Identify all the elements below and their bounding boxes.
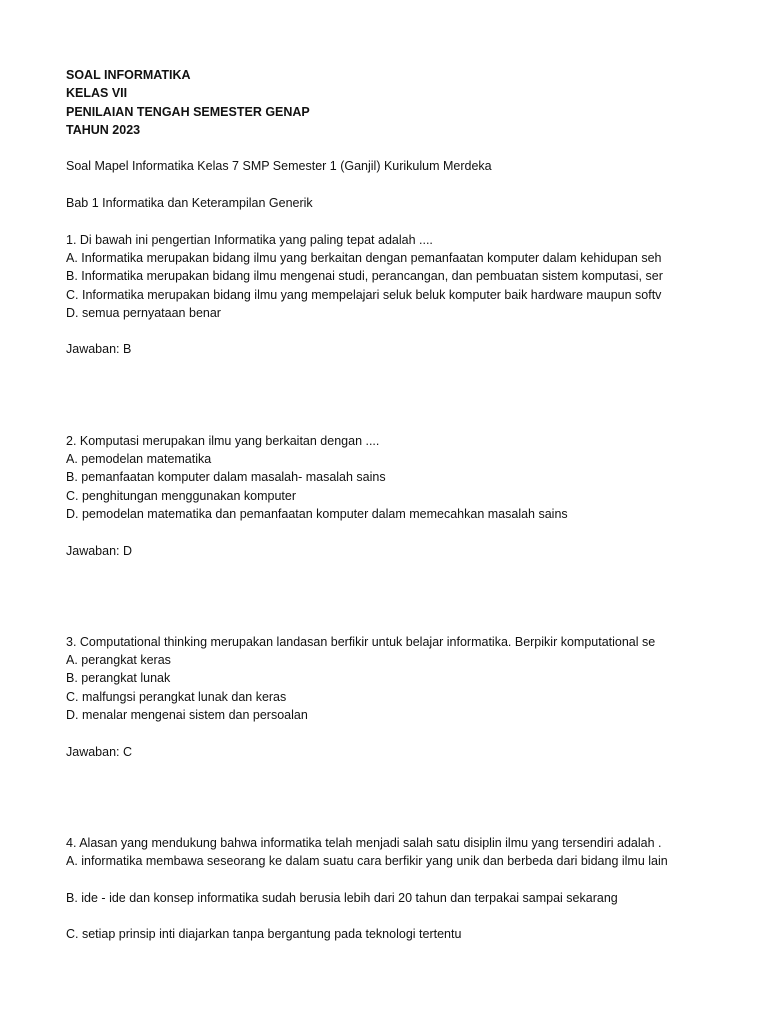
question-4-option-a: A. informatika membawa seseorang ke dalam suatu cara berfikir yang unik dan berbeda dari bidang ilmu lain <box>66 854 668 869</box>
question-2-answer: Jawaban: D <box>66 543 133 558</box>
question-4-option-b: B. ide - ide dan konsep informatika sudah berusia lebih dari 20 tahun dan terpakai sampai sekarang <box>66 890 618 905</box>
question-2-option-c: C. penghitungan menggunakan komputer <box>66 488 297 503</box>
doc-subtitle: Soal Mapel Informatika Kelas 7 SMP Semester 1 (Ganjil) Kurikulum Merdeka <box>66 159 492 174</box>
question-3-option-a: A. perangkat keras <box>66 653 171 668</box>
doc-class: KELAS VII <box>66 86 128 101</box>
doc-title: SOAL INFORMATIKA <box>66 68 191 82</box>
question-1-option-b: B. Informatika merupakan bidang ilmu mengenai studi, perancangan, dan pembuatan sistem komputasi, ser <box>66 269 663 284</box>
chapter-heading: Bab 1 Informatika dan Keterampilan Generik <box>66 196 313 211</box>
question-4-text: 4. Alasan yang mendukung bahwa informatika telah menjadi salah satu disiplin ilmu yang tersendiri adalah . <box>66 835 662 850</box>
question-3-answer: Jawaban: C <box>66 744 133 759</box>
question-1-option-c: C. Informatika merupakan bidang ilmu yang mempelajari seluk beluk komputer baik hardware maupun softv <box>66 287 662 302</box>
question-3-text: 3. Computational thinking merupakan landasan berfikir untuk belajar informatika. Berpikir komputational se <box>66 634 656 649</box>
question-2-option-d: D. pemodelan matematika dan pemanfaatan komputer dalam memecahkan masalah sains <box>66 506 568 521</box>
question-3-option-d: D. menalar mengenai sistem dan persoalan <box>66 708 308 723</box>
question-2-option-b: B. pemanfaatan komputer dalam masalah- masalah sains <box>66 470 386 485</box>
question-3-option-b: B. perangkat lunak <box>66 671 171 686</box>
question-1-option-d: D. semua pernyataan benar <box>66 305 221 320</box>
question-2-text: 2. Komputasi merupakan ilmu yang berkaitan dengan .... <box>66 433 380 448</box>
question-3-option-c: C. malfungsi perangkat lunak dan keras <box>66 689 287 704</box>
question-1-text: 1. Di bawah ini pengertian Informatika yang paling tepat adalah .... <box>66 232 433 247</box>
doc-year: TAHUN 2023 <box>66 122 141 137</box>
question-1-answer: Jawaban: B <box>66 342 132 357</box>
question-2-option-a: A. pemodelan matematika <box>66 452 212 467</box>
doc-exam: PENILAIAN TENGAH SEMESTER GENAP <box>66 104 310 119</box>
question-1-option-a: A. Informatika merupakan bidang ilmu yang berkaitan dengan pemanfaatan komputer dalam kehidupan seh <box>66 250 662 265</box>
question-4-option-c: C. setiap prinsip inti diajarkan tanpa bergantung pada teknologi tertentu <box>66 927 462 942</box>
document-page <box>66 66 688 944</box>
